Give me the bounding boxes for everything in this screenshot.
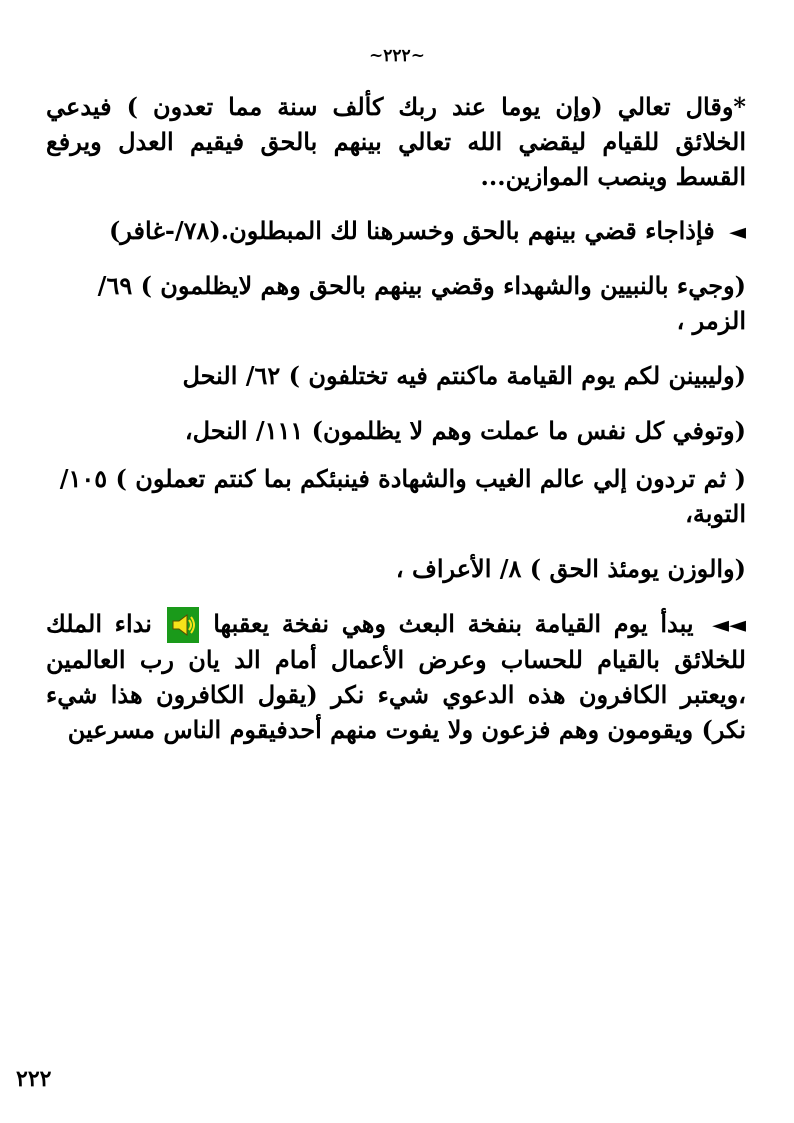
- megaphone-shape: [169, 611, 197, 639]
- bullet-triangle-icon: ◄: [729, 219, 746, 246]
- paragraph-verse-araf: (والوزن يومئذ الحق ) ٨/ الأعراف ،: [395, 554, 746, 584]
- verse-ghafir-text: فإذاجاء قضي بينهم بالحق وخسرهنا لك المبطلون.(٧٨/-غافر): [108, 216, 715, 246]
- paragraph-verse-zumar: (وجيء بالنبيين والشهداء وقضي بينهم بالحق وهم لايظلمون ) ٦٩/ الزمر ،: [97, 271, 746, 336]
- paragraph-resurrection: [46, 607, 746, 748]
- resurrection-text-rest: نداء الملك للخلائق بالقيام للحساب وعرض الأعمال أمام الد يان رب العالمين ،ويعتبر الكافرون هذه الدعوي شيء نكر (يقول الكافرون هذا شيء نكر) ويقومون وهم فزعون ولا يفوت منهم أحدفيقوم الناس مسرعين: [46, 608, 746, 744]
- paragraph-verse-ghafir: [46, 214, 746, 249]
- resurrection-text-start: يبدأ يوم القيامة بنفخة البعث وهي نفخة يعقبها: [213, 608, 694, 638]
- paragraph-verse-nahl-62: (وليبينن لكم يوم القيامة ماكنتم فيه تختلفون ) ٦٢/ النحل: [182, 360, 746, 390]
- paragraph-verse-nahl-111: (وتوفي كل نفس ما عملت وهم لا يظلمون) ١١١/ النحل،: [184, 415, 746, 445]
- megaphone-icon[interactable]: [167, 607, 199, 643]
- page-number-header: ~٢٢٢~: [369, 46, 425, 66]
- double-triangle-icon: ◄◄: [712, 611, 747, 638]
- paragraph-verse-tawbah: ( ثم تردون إلي عالم الغيب والشهادة فينبئكم بما كنتم تعملون ) ١٠٥/ التوبة،: [59, 464, 746, 529]
- page-number-footer: ٢٢٢: [16, 1066, 52, 1092]
- paragraph-intro: *وقال تعالي (وإن يوما عند ربك كألف سنة مما تعدون ) فيدعي الخلائق للقيام ليقضي الله تعالي بينهم بالحق فيقيم العدل ويرفع القسط وينصب الموازين...: [46, 92, 746, 191]
- document-body: [46, 90, 746, 748]
